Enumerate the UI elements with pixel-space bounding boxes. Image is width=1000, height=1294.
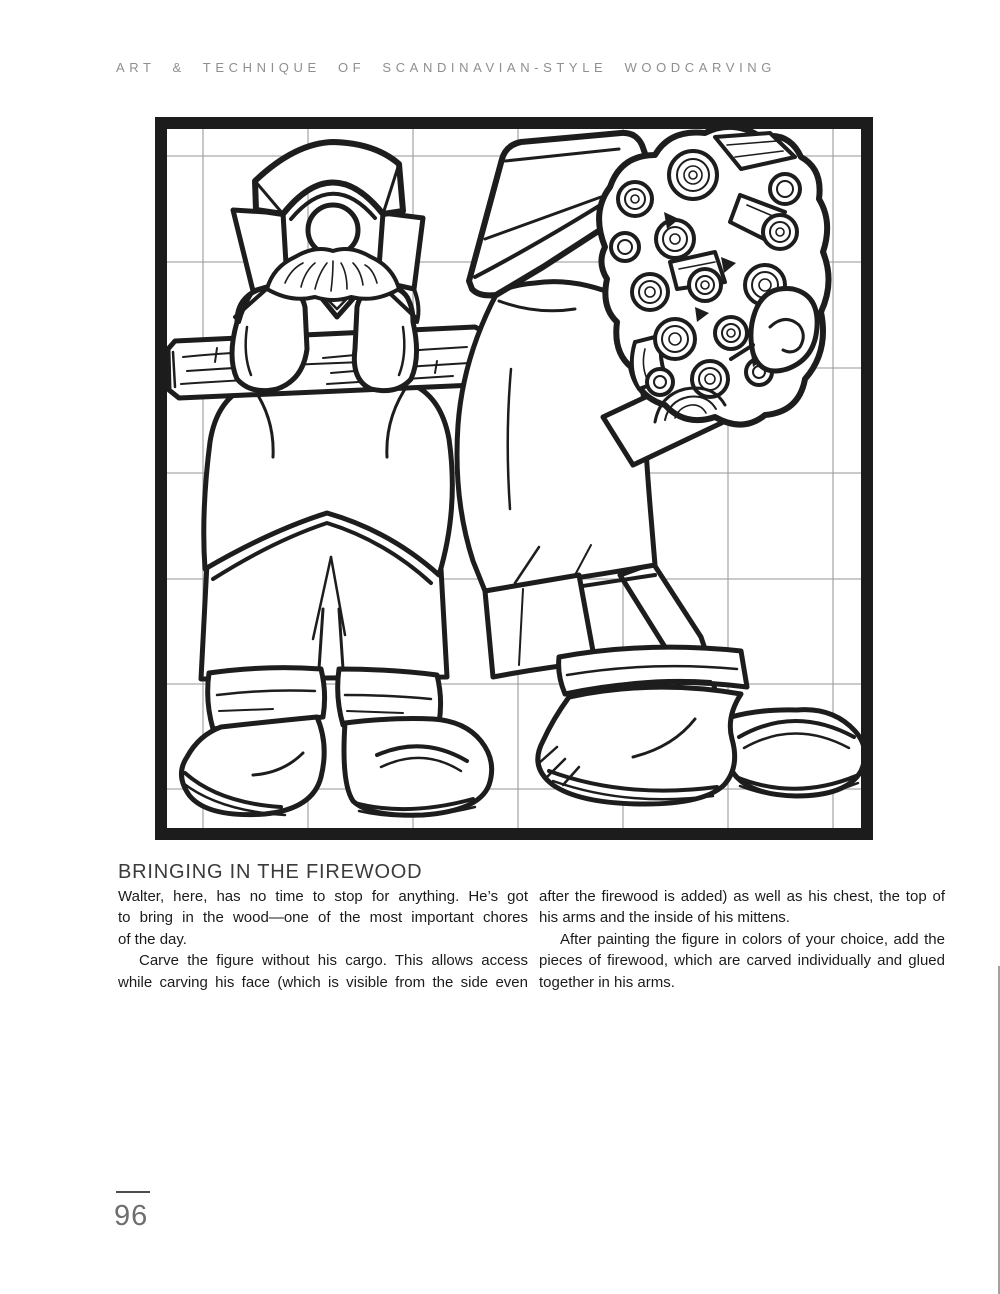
body-line: after the firewood is added) as well as his chest, the top of xyxy=(539,888,945,905)
body-line: pieces of firewood, which are carved individually and glued xyxy=(539,952,945,970)
log xyxy=(168,327,489,398)
body-line: Carve the figure without his cargo. This allows access xyxy=(139,952,528,970)
page-number: 96 xyxy=(114,1200,149,1232)
body-line: of the day. xyxy=(118,930,187,948)
body-line: Walter, here, has no time to stop for anything. He’s got xyxy=(118,888,528,905)
front-view-figure xyxy=(168,142,492,816)
body-line: After painting the figure in colors of your choice, add the xyxy=(560,930,945,948)
text-column-left xyxy=(118,886,528,993)
body-line: his arms and the inside of his mittens. xyxy=(539,909,790,927)
firewood-stack xyxy=(599,127,828,425)
text-column-right xyxy=(539,886,945,993)
pattern-svg xyxy=(155,117,873,840)
carving-pattern-illustration xyxy=(155,117,873,840)
folio-rule xyxy=(116,1191,150,1193)
body-line: to bring in the wood—one of the most important chores xyxy=(118,909,528,927)
body-line: while carving his face (which is visible from the side even xyxy=(118,973,528,991)
section-title: BRINGING IN THE FIREWOOD xyxy=(118,861,423,883)
running-header: ART & TECHNIQUE OF SCANDINAVIAN-STYLE WOODCARVING xyxy=(116,60,776,75)
body-line: together in his arms. xyxy=(539,973,675,991)
